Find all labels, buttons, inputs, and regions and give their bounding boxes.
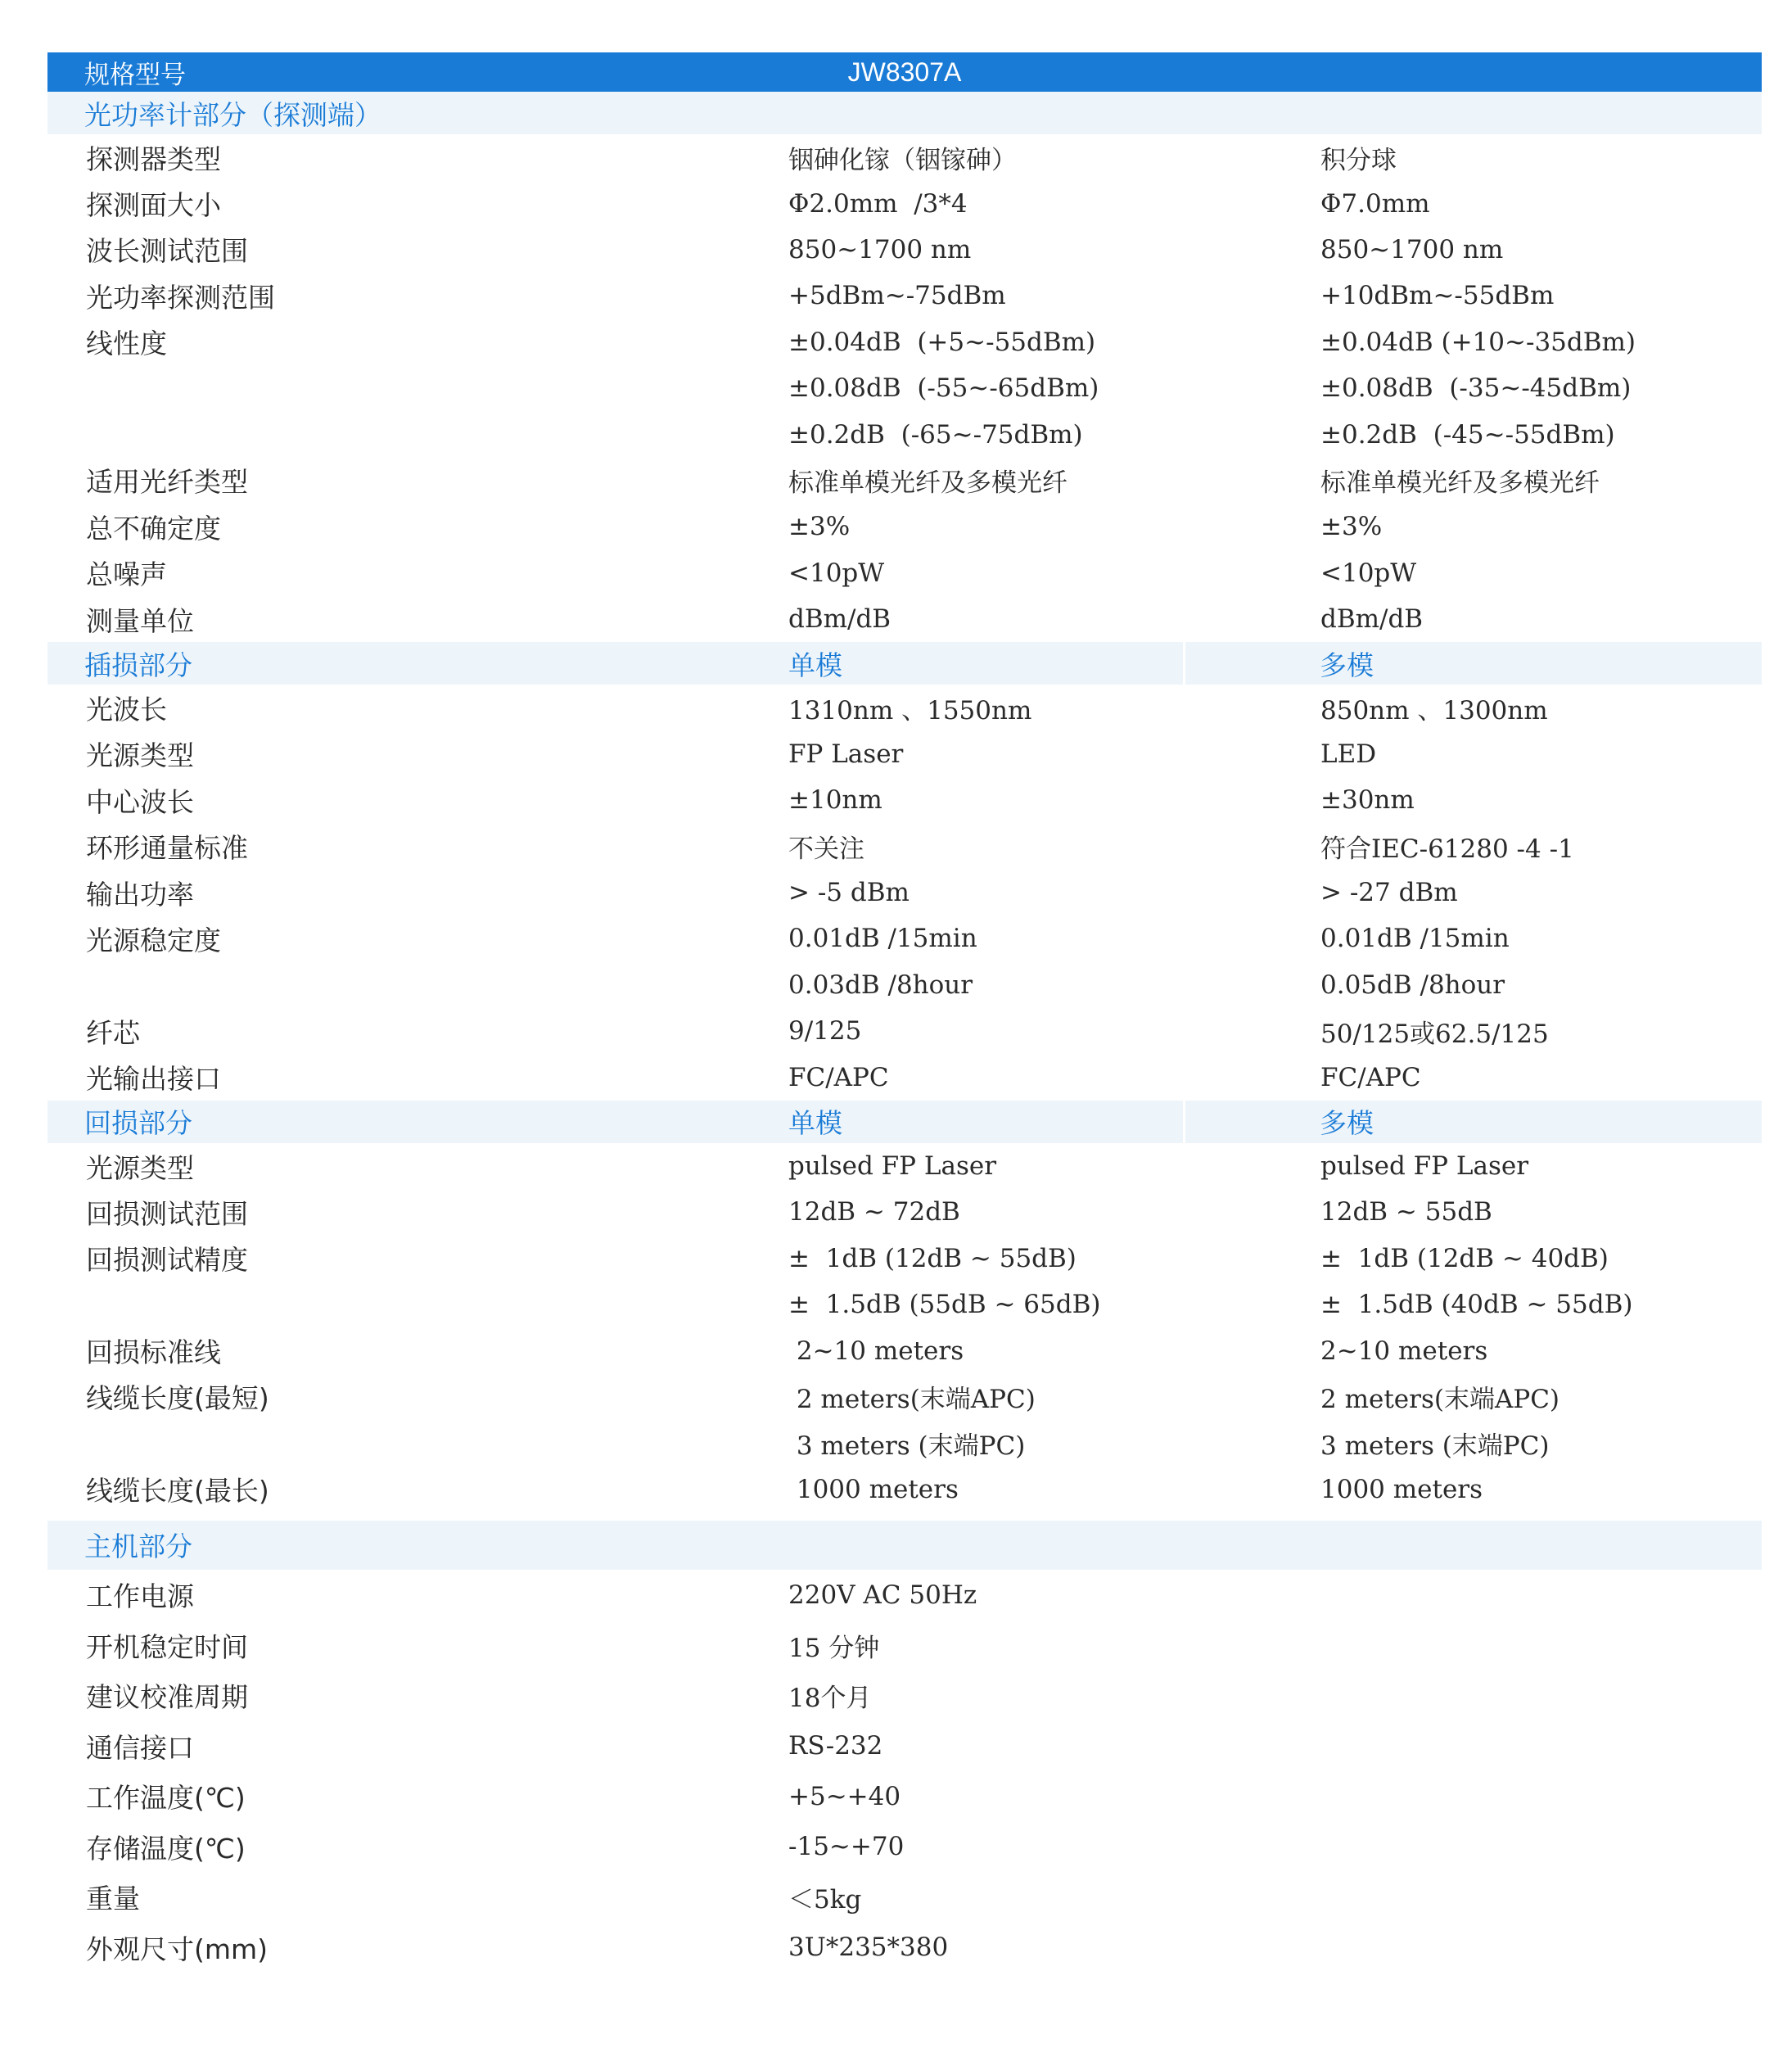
table-row (47, 1467, 1762, 1512)
row-value-col1: ±3% (788, 512, 851, 542)
table-row (47, 134, 1762, 180)
row-value-col1: 1000 meters (788, 1474, 959, 1504)
section-host-unit (47, 1521, 1762, 1570)
row-value-col1: 0.01dB /15min (788, 924, 977, 954)
rows-return-loss (47, 1143, 1762, 1512)
row-value-col1: Φ2.0mm /3*4 (788, 188, 968, 219)
row-value-col1: 铟砷化镓（铟镓砷） (788, 145, 1017, 175)
row-label: 重量 (86, 1883, 140, 1915)
row-label: 光波长 (86, 693, 167, 726)
column-divider (1183, 642, 1185, 685)
table-row (47, 1374, 1762, 1420)
section-title: 插损部分 (84, 649, 192, 681)
row-value-col1: 不关注 (788, 834, 864, 865)
table-row (47, 1922, 1762, 1973)
row-value-col2: ±3% (1320, 512, 1383, 542)
table-row (47, 1872, 1762, 1923)
row-value-col2: 3 meters (末端PC) (1320, 1431, 1550, 1461)
rows-host-unit (47, 1570, 1762, 1973)
row-label: 环形通量标准 (86, 832, 248, 865)
column-header-singlemode: 单模 (788, 649, 842, 681)
column-divider (1183, 1101, 1185, 1143)
row-value-col1: 2 meters(末端APC) (788, 1385, 1036, 1415)
row-value-col2: LED (1320, 739, 1377, 769)
row-value-col1: 2~10 meters (788, 1336, 964, 1366)
row-value-col1: 0.03dB /8hour (788, 970, 973, 1000)
row-value-col2: 符合IEC-61280 -4 -1 (1320, 834, 1574, 865)
row-value-col1: 18个月 (788, 1684, 872, 1714)
table-row (47, 870, 1762, 915)
rows-insertion-loss (47, 685, 1762, 1101)
row-label: 光源类型 (86, 1151, 194, 1184)
table-row (47, 1420, 1762, 1466)
table-row (47, 1771, 1762, 1822)
row-value-col2: dBm/dB (1320, 604, 1424, 635)
section-title: 光功率计部分（探测端） (84, 98, 381, 131)
row-value-col2: 0.05dB /8hour (1320, 970, 1505, 1000)
row-label: 光源稳定度 (86, 924, 221, 956)
table-row (47, 458, 1762, 504)
row-value-col1: FP Laser (788, 739, 904, 769)
table-row (47, 1670, 1762, 1721)
spec-table (47, 52, 1762, 1973)
table-row (47, 1570, 1762, 1621)
row-label: 光功率探测范围 (86, 281, 275, 314)
row-value-col2: ±0.08dB (-35~-45dBm) (1320, 373, 1632, 404)
table-row (47, 1821, 1762, 1872)
row-value-col2: ± 1dB (12dB ~ 40dB) (1320, 1243, 1609, 1273)
row-value-col2: ±0.2dB (-45~-55dBm) (1320, 419, 1615, 450)
row-label: 回损标准线 (86, 1336, 221, 1369)
table-row (47, 1008, 1762, 1054)
row-value-col1: RS-232 (788, 1731, 883, 1761)
row-value-col1: 850~1700 nm (788, 234, 972, 264)
row-label: 纤芯 (86, 1016, 140, 1049)
table-row (47, 1236, 1762, 1282)
model-number: JW8307A (847, 57, 962, 87)
row-label: 总不确定度 (86, 512, 221, 545)
row-value-col1: ±0.08dB (-55~-65dBm) (788, 373, 1099, 404)
row-value-col1: pulsed FP Laser (788, 1151, 997, 1181)
row-label: 中心波长 (86, 785, 194, 818)
row-label: 线缆长度(最长) (86, 1475, 269, 1508)
row-value-col1: +5~+40 (788, 1781, 901, 1811)
row-value-col1: > -5 dBm (788, 878, 910, 908)
table-row (47, 962, 1762, 1008)
row-value-col1: ± 1dB (12dB ~ 55dB) (788, 1243, 1077, 1273)
section-optical-power-meter (47, 92, 1762, 134)
row-value-col1: 标准单模光纤及多模光纤 (788, 468, 1068, 499)
row-value-col2: ±30nm (1320, 785, 1415, 816)
section-return-loss (47, 1101, 1762, 1143)
row-value-col2: 2~10 meters (1320, 1336, 1488, 1366)
row-label: 线缆长度(最短) (86, 1382, 269, 1415)
row-value-col1: ＜5kg (788, 1885, 862, 1915)
table-row (47, 1620, 1762, 1670)
row-value-col2: > -27 dBm (1320, 878, 1458, 908)
header-label: 规格型号 (84, 60, 186, 90)
table-row (47, 504, 1762, 549)
row-value-col2: 2 meters(末端APC) (1320, 1385, 1560, 1415)
row-value-col1: ± 1.5dB (55dB ~ 65dB) (788, 1290, 1101, 1320)
row-value-col1: 3 meters (末端PC) (788, 1431, 1026, 1461)
row-value-col2: 积分球 (1320, 145, 1397, 175)
section-title: 回损部分 (84, 1107, 192, 1140)
row-value-col2: +10dBm~-55dBm (1320, 281, 1555, 311)
table-row (47, 1720, 1762, 1771)
row-value-col2: 0.01dB /15min (1320, 924, 1510, 954)
row-value-col2: ±0.04dB (+10~-35dBm) (1320, 327, 1636, 357)
row-label: 输出功率 (86, 878, 194, 911)
table-row (47, 1189, 1762, 1235)
row-value-col1: ±0.2dB (-65~-75dBm) (788, 419, 1083, 450)
row-value-col1: 220V AC 50Hz (788, 1580, 977, 1610)
row-label: 外观尺寸(mm) (86, 1933, 269, 1965)
row-value-col2: <10pW (1320, 558, 1417, 588)
row-value-col1: 15 分钟 (788, 1633, 880, 1663)
column-header-singlemode: 单模 (788, 1107, 842, 1140)
table-row (47, 550, 1762, 596)
row-value-col2: 50/125或62.5/125 (1320, 1019, 1549, 1049)
row-value-col1: <10pW (788, 558, 885, 588)
column-header-multimode: 多模 (1320, 1107, 1374, 1140)
table-row (47, 365, 1762, 411)
row-label: 回损测试范围 (86, 1197, 248, 1230)
row-label: 光输出接口 (86, 1063, 221, 1096)
table-row (47, 777, 1762, 823)
table-row (47, 1327, 1762, 1373)
section-insertion-loss (47, 642, 1762, 685)
section-title: 主机部分 (84, 1530, 192, 1563)
row-value-col2: ± 1.5dB (40dB ~ 55dB) (1320, 1290, 1633, 1320)
row-value-col1: dBm/dB (788, 604, 891, 635)
row-label: 工作温度(℃) (86, 1782, 246, 1815)
row-label: 探测器类型 (86, 142, 221, 175)
row-value-col1: FC/APC (788, 1062, 889, 1092)
row-label: 开机稳定时间 (86, 1630, 248, 1663)
row-label: 总噪声 (86, 558, 167, 591)
row-value-col2: 850nm 、1300nm (1320, 695, 1548, 726)
row-label: 探测面大小 (86, 189, 221, 222)
table-row (47, 273, 1762, 319)
row-label: 回损测试精度 (86, 1244, 248, 1277)
table-row (47, 319, 1762, 365)
row-value-col1: ±0.04dB (+5~-55dBm) (788, 327, 1096, 357)
row-label: 通信接口 (86, 1731, 194, 1764)
row-value-col1: ±10nm (788, 785, 882, 816)
row-value-col2: pulsed FP Laser (1320, 1151, 1529, 1181)
row-label: 测量单位 (86, 604, 194, 637)
table-row (47, 1282, 1762, 1327)
row-label: 波长测试范围 (86, 235, 248, 268)
row-value-col1: +5dBm~-75dBm (788, 281, 1006, 311)
row-label: 光源类型 (86, 739, 194, 772)
row-value-col2: 850~1700 nm (1320, 234, 1504, 264)
row-value-col2: 12dB ~ 55dB (1320, 1197, 1492, 1227)
row-value-col2: 1000 meters (1320, 1474, 1483, 1504)
table-row (47, 1143, 1762, 1189)
row-value-col2: Φ7.0mm (1320, 188, 1430, 219)
table-row (47, 180, 1762, 226)
row-label: 线性度 (86, 328, 167, 360)
table-row (47, 685, 1762, 730)
row-value-col1: -15~+70 (788, 1832, 905, 1862)
table-row (47, 596, 1762, 642)
row-label: 建议校准周期 (86, 1681, 248, 1714)
table-row (47, 411, 1762, 457)
column-header-multimode: 多模 (1320, 649, 1374, 681)
table-row (47, 915, 1762, 961)
row-label: 适用光纤类型 (86, 466, 248, 499)
rows-optical-power-meter (47, 134, 1762, 642)
table-row (47, 227, 1762, 273)
table-row (47, 1054, 1762, 1100)
row-value-col2: 标准单模光纤及多模光纤 (1320, 468, 1600, 499)
table-row (47, 731, 1762, 777)
row-label: 存储温度(℃) (86, 1832, 246, 1865)
row-value-col1: 1310nm 、1550nm (788, 695, 1032, 726)
table-row (47, 823, 1762, 869)
table-header (47, 52, 1762, 92)
row-value-col1: 3U*235*380 (788, 1933, 949, 1963)
row-label: 工作电源 (86, 1580, 194, 1613)
row-value-col1: 12dB ~ 72dB (788, 1197, 960, 1227)
row-value-col2: FC/APC (1320, 1062, 1421, 1092)
row-value-col1: 9/125 (788, 1016, 862, 1047)
